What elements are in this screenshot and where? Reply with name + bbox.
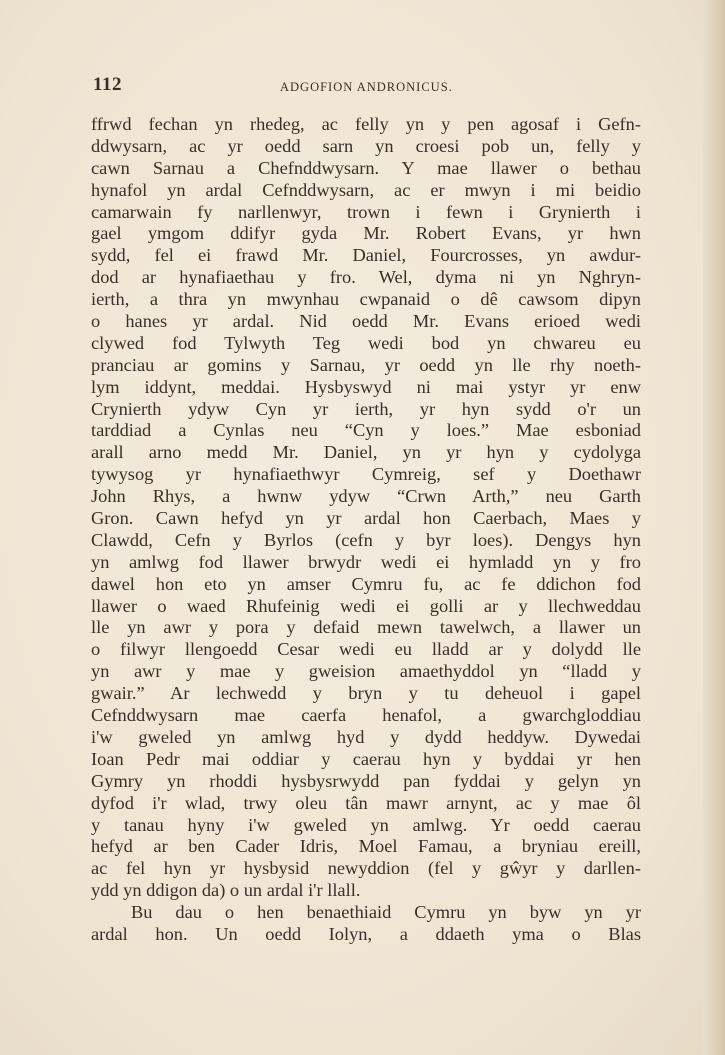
text-line [91,771,641,793]
text-line [91,420,641,442]
text-line [91,793,641,815]
text-line [91,661,641,683]
text-line [91,136,641,158]
text-line [91,399,641,421]
text-line [91,815,641,837]
text-line [91,355,641,377]
text-line [91,377,641,399]
text-line-content: Crynierth ydyw Cyn yr ierth, yr hyn sydd o'r un [91,398,641,419]
text-line-content: gael ymgom ddifyr gyda Mr. Robert Evans, yr hwn [91,223,641,244]
text-line-content: hefyd ar ben Cader Idris, Moel Famau, a bryniau ereill, [91,836,641,857]
text-line [91,486,641,508]
text-line [91,114,641,136]
text-line [91,289,641,311]
text-line-content: ac fel hyn yr hysbysid newyddion (fel y gŵyr y darllen- [91,858,641,879]
text-line-content: Gron. Cawn hefyd yn yr ardal hon Caerbach, Maes y [91,508,641,529]
text-line [91,902,641,924]
text-line-content: arall arno medd Mr. Daniel, yn yr hyn y cydolyga [91,442,641,463]
text-line [91,727,641,749]
text-line [91,442,641,464]
text-line-content: ydd yn ddigon da) o un ardal i'r llall. [91,880,361,901]
text-line [91,705,641,727]
text-line [91,683,641,705]
text-line [91,464,641,486]
text-line [91,924,641,946]
text-line [91,223,641,245]
text-line [91,245,641,267]
text-line-content: o hanes yr ardal. Nid oedd Mr. Evans erioed wedi [91,311,641,332]
text-line-content: ffrwd fechan yn rhedeg, ac felly yn y pen agosaf i Gefn- [91,114,641,134]
text-line-content: dawel hon eto yn amser Cymru fu, ac fe ddichon fod [91,573,641,594]
text-line [91,552,641,574]
text-line-content: llawer o waed Rhufeinig wedi ei golli ar y llechweddau [91,595,641,616]
text-line-content: ardal hon. Un oedd Iolyn, a ddaeth yma o Blas [91,923,641,944]
text-line-content: pranciau ar gomins y Sarnau, yr oedd yn lle rhy noeth- [91,354,641,375]
text-line-content: ddwysarn, ac yr oedd sarn yn croesi pob un, felly y [91,135,641,156]
text-line-content: i'w gweled yn amlwg hyd y dydd heddyw. Dywedai [91,726,641,747]
text-line-content: tarddiad a Cynlas neu “Cyn y loes.” Mae esboniad [91,420,641,441]
text-line [91,530,641,552]
text-line-content: dod ar hynafiaethau y fro. Wel, dyma ni yn Nghryn- [91,267,641,288]
text-line [91,858,641,880]
text-line-content: y tanau hyny i'w gweled yn amlwg. Yr oedd caerau [91,814,641,835]
text-line [91,267,641,289]
text-line-content: John Rhys, a hwnw ydyw “Crwn Arth,” neu Garth [91,486,641,507]
text-line-content: gwair.” Ar lechwedd y bryn y tu deheuol i gapel [91,683,641,704]
text-line [91,333,641,355]
text-line [91,880,641,902]
page-edge-shadow [703,0,725,1055]
body-text [91,114,641,946]
text-line [91,749,641,771]
text-line-content: Bu dau o hen benaethiaid Cymru yn byw yn yr [131,902,641,923]
text-line-content: ierth, a thra yn mwynhau cwpanaid o dê cawsom dipyn [91,289,641,310]
text-line [91,158,641,180]
page-number: 112 [93,74,122,95]
text-line-content: lle yn awr y pora y defaid mewn tawelwch, a llawer un [91,617,641,638]
text-line-content: lym iddynt, meddai. Hysbyswyd ni mai ystyr yr enw [91,376,641,397]
text-line-content: cawn Sarnau a Chefnddwysarn. Y mae llawer o bethau [91,157,641,178]
text-line-content: hynafol yn ardal Cefnddwysarn, ac er mwyn i mi beidio [91,179,641,200]
text-line-content: tywysog yr hynafiaethwyr Cymreig, sef y Doethawr [91,464,641,485]
text-line-content: dyfod i'r wlad, trwy oleu tân mawr arnynt, ac y mae ôl [91,792,641,813]
text-line [91,639,641,661]
text-line-content: Gymry yn rhoddi hysbysrwydd pan fyddai y gelyn yn [91,770,641,791]
text-line-content: yn awr y mae y gweision amaethyddol yn “lladd y [91,661,641,682]
text-line-content: sydd, fel ei frawd Mr. Daniel, Fourcrosses, yn awdur- [91,245,641,266]
text-line [91,596,641,618]
text-line-content: o filwyr llengoedd Cesar wedi eu lladd ar y dolydd lle [91,639,641,660]
text-line-content: clywed fod Tylwyth Teg wedi bod yn chwareu eu [91,332,641,353]
running-title: ADGOFION ANDRONICUS. [280,80,453,94]
text-line [91,836,641,858]
text-line-content: Clawdd, Cefn y Byrlos (cefn y byr loes). Dengys hyn [91,529,641,550]
text-line [91,180,641,202]
text-line [91,508,641,530]
text-line [91,574,641,596]
text-line-content: Cefnddwysarn mae caerfa henafol, a gwarchgloddiau [91,705,641,726]
text-line-content: Ioan Pedr mai oddiar y caerau hyn y byddai yr hen [91,748,641,769]
text-line-content: camarwain fy narllenwyr, trown i fewn i Grynierth i [91,201,641,222]
text-line-content: yn amlwg fod llawer brwydr wedi ei hymladd yn y fro [91,551,641,572]
text-line [91,202,641,224]
text-line [91,617,641,639]
text-line [91,311,641,333]
